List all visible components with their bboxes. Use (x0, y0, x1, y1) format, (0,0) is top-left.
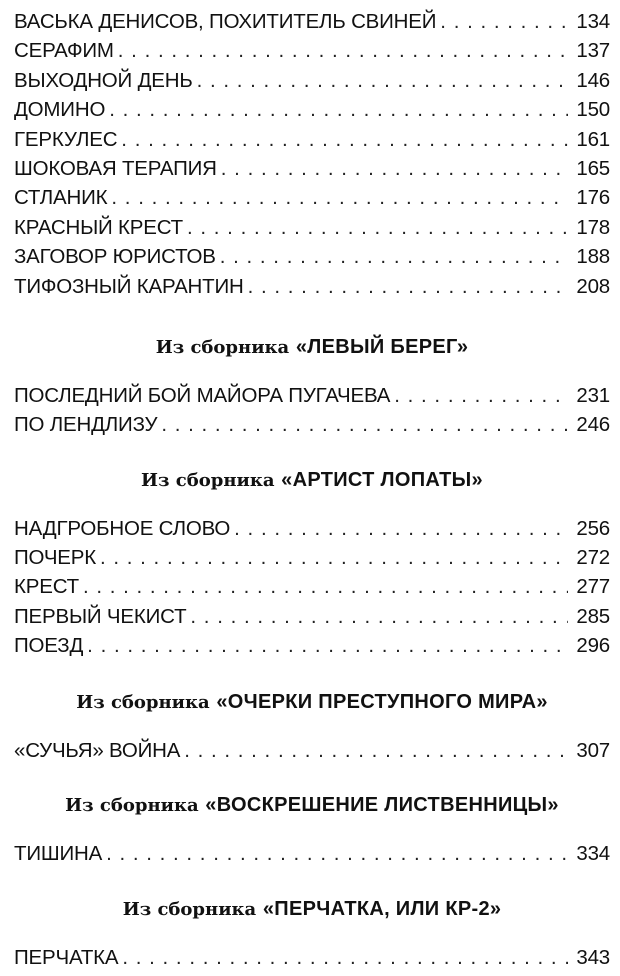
toc-leader-dots (197, 69, 568, 93)
toc-leader-dots (109, 98, 568, 122)
toc-entry-title: ДОМИНО (14, 98, 106, 122)
toc-leader-dots (111, 186, 568, 210)
section-heading (14, 898, 610, 946)
toc-leader-dots (234, 517, 568, 541)
toc-entry-page: 307 (576, 738, 610, 762)
section-heading-collection: «ЛЕВЫЙ БЕРЕГ» (295, 335, 469, 358)
toc-leader-dots (248, 275, 568, 299)
toc-entry[interactable] (14, 157, 610, 186)
toc-entry-page: 146 (576, 68, 610, 92)
toc-entry-page: 334 (576, 842, 610, 866)
toc-entry-title: СТЛАНИК (14, 186, 108, 210)
toc-leader-dots (221, 157, 568, 181)
section-heading-prefix: Из сборника (76, 691, 210, 713)
toc-entry-title: ВАСЬКА ДЕНИСОВ, ПОХИТИТЕЛЬ СВИНЕЙ (14, 10, 437, 33)
toc-entry-title: ПО ЛЕНДЛИЗУ (14, 413, 158, 437)
toc-entry[interactable] (14, 605, 610, 634)
section-heading-prefix: Из сборника (122, 899, 257, 921)
section-heading (14, 336, 610, 384)
toc-section (14, 469, 610, 664)
toc-entry[interactable] (14, 517, 610, 546)
toc-entry[interactable] (14, 384, 610, 413)
toc-leader-dots (106, 842, 568, 866)
toc-entry-page: 178 (576, 215, 610, 239)
toc-entry-title: «СУЧЬЯ» ВОЙНА (14, 738, 181, 762)
toc-leader-dots (440, 10, 568, 34)
toc-entry-title: КРАСНЫЙ КРЕСТ (14, 215, 183, 239)
toc-list (14, 842, 610, 871)
toc-list (14, 946, 610, 975)
toc-entry-page: 285 (576, 604, 610, 628)
toc-entry-page: 231 (576, 383, 610, 407)
toc-entry-title: ВЫХОДНОЙ ДЕНЬ (14, 68, 193, 92)
toc-entry[interactable] (14, 546, 610, 575)
toc-entry[interactable] (14, 842, 610, 871)
toc-entry-title: ГЕРКУЛЕС (14, 127, 118, 151)
toc-entry-title: ТИФОЗНЫЙ КАРАНТИН (14, 274, 244, 298)
toc-entry-page: 165 (576, 156, 610, 180)
toc-entry[interactable] (14, 634, 610, 663)
toc-entry-page: 256 (576, 516, 610, 540)
section-heading (14, 691, 610, 739)
section-heading (14, 794, 610, 842)
toc-entry[interactable] (14, 946, 610, 975)
toc-entry-title: ПЕРВЫЙ ЧЕКИСТ (14, 604, 187, 628)
toc-leader-dots (87, 634, 568, 658)
toc-entry[interactable] (14, 216, 610, 245)
toc-entry-title: СЕРАФИМ (14, 39, 114, 63)
section-heading-collection: «ВОСКРЕШЕНИЕ ЛИСТВЕННИЦЫ» (205, 794, 559, 817)
toc-leader-dots (187, 216, 568, 240)
toc-section (14, 898, 610, 975)
toc-entry-page: 208 (576, 274, 610, 298)
toc-entry[interactable] (14, 98, 610, 127)
toc-entry[interactable] (14, 413, 610, 442)
toc-list (14, 517, 610, 664)
toc-leader-dots (122, 946, 568, 970)
section-heading-prefix: Из сборника (65, 795, 199, 817)
toc-list-top (14, 10, 610, 304)
toc-leader-dots (394, 384, 568, 408)
toc-entry-page: 246 (576, 413, 610, 437)
toc-leader-dots (100, 546, 568, 570)
toc-entry[interactable] (14, 275, 610, 304)
section-heading-prefix: Из сборника (141, 469, 275, 491)
toc-entry[interactable] (14, 69, 610, 98)
toc-entry-page: 277 (576, 575, 610, 599)
toc-section (14, 794, 610, 871)
toc-entry[interactable] (14, 739, 610, 768)
toc-leader-dots (118, 39, 568, 63)
toc-entry-title: ПОСЛЕДНИЙ БОЙ МАЙОРА ПУГАЧЕВА (14, 383, 391, 407)
toc-entry-page: 137 (576, 39, 610, 63)
toc-entry-title: ПОЕЗД (14, 634, 84, 658)
toc-entry[interactable] (14, 128, 610, 157)
toc-entry-page: 188 (576, 245, 610, 269)
toc-entry[interactable] (14, 39, 610, 68)
toc-entry-title: ПОЧЕРК (14, 546, 96, 570)
toc-entry-title: ШОКОВАЯ ТЕРАПИЯ (14, 156, 217, 180)
toc-list (14, 739, 610, 768)
toc-entry-page: 134 (576, 10, 610, 33)
toc-leader-dots (190, 605, 568, 629)
toc-entry-page: 150 (576, 98, 610, 122)
toc-list (14, 384, 610, 443)
toc-entry-title: ТИШИНА (14, 842, 103, 866)
section-heading-collection: «ОЧЕРКИ ПРЕСТУПНОГО МИРА» (216, 690, 548, 713)
toc-entry[interactable] (14, 245, 610, 274)
toc-leader-dots (83, 575, 568, 599)
section-heading-collection: «АРТИСТ ЛОПАТЫ» (281, 468, 483, 491)
toc-entry[interactable] (14, 575, 610, 604)
toc-entry[interactable] (14, 10, 610, 39)
toc-entry[interactable] (14, 186, 610, 215)
toc-entry-page: 176 (576, 186, 610, 210)
section-heading-collection: «ПЕРЧАТКА, ИЛИ КР-2» (262, 898, 502, 921)
section-heading-prefix: Из сборника (155, 336, 290, 358)
toc-entry-title: НАДГРОБНОЕ СЛОВО (14, 516, 231, 540)
toc-section (14, 691, 610, 768)
toc-entry-title: ЗАГОВОР ЮРИСТОВ (14, 245, 216, 269)
toc-entry-page: 272 (576, 546, 610, 570)
toc-entry-title: ПЕРЧАТКА (14, 946, 119, 970)
toc-entry-page: 343 (576, 946, 610, 970)
toc-entry-page: 161 (576, 127, 610, 151)
toc-entry-page: 296 (576, 634, 610, 658)
toc-leader-dots (220, 245, 568, 269)
toc-section (14, 336, 610, 443)
toc-leader-dots (121, 128, 568, 152)
toc-entry-title: КРЕСТ (14, 575, 79, 599)
toc-leader-dots (184, 739, 568, 763)
toc-leader-dots (161, 413, 568, 437)
section-heading (14, 469, 610, 517)
